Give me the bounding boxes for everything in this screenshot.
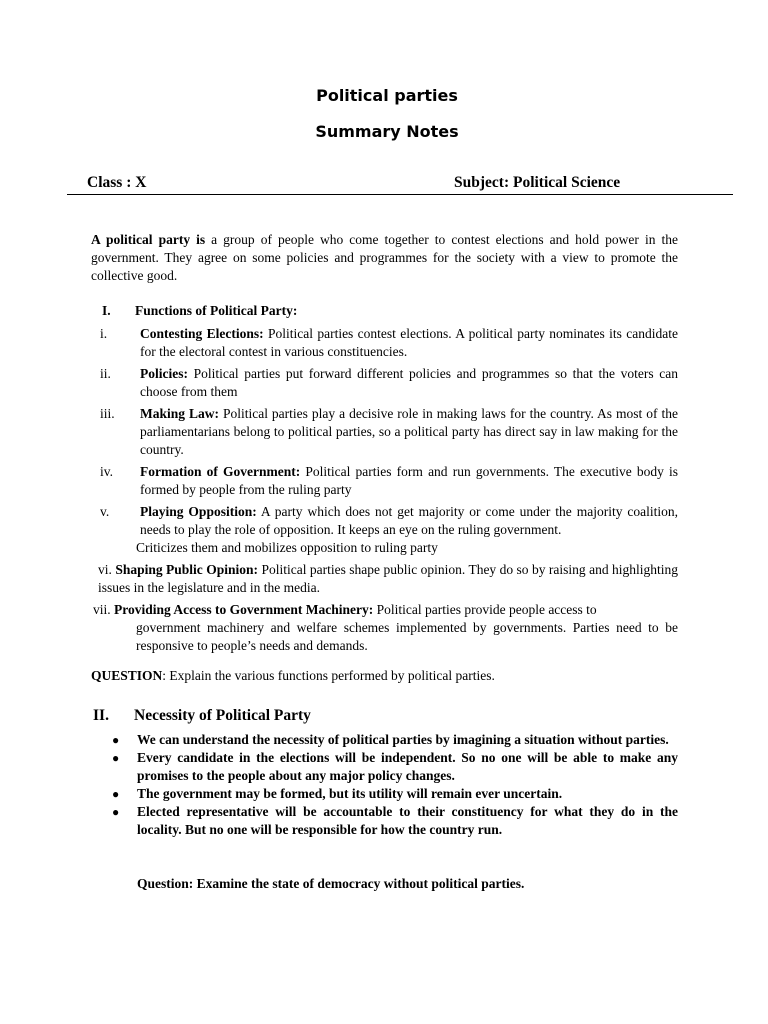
item-number: vii. bbox=[93, 602, 111, 617]
item-number: i. bbox=[100, 326, 108, 341]
question-1 bbox=[91, 668, 495, 684]
intro-paragraph bbox=[91, 231, 678, 285]
bullet-icon: ● bbox=[112, 787, 120, 801]
list-item bbox=[93, 601, 678, 655]
item-text: Political parties shape public opinion. They do so by raising and highlighting issues in the legislature and in the media. bbox=[98, 562, 679, 595]
list-item bbox=[98, 561, 678, 597]
bullet-icon: ● bbox=[112, 733, 120, 747]
section-1-title: Functions of Political Party: bbox=[135, 303, 298, 318]
item-number: vi. bbox=[98, 562, 112, 577]
item-extra-text: Criticizes them and mobilizes opposition to ruling party bbox=[136, 540, 438, 555]
bullet-icon: ● bbox=[112, 751, 120, 765]
item-number: v. bbox=[100, 504, 110, 519]
item-text: Political parties put forward different policies and programmes so that the voters can choose from them bbox=[140, 366, 678, 399]
section-2-heading bbox=[93, 707, 311, 725]
bullet-icon: ● bbox=[112, 805, 120, 819]
item-term: Policies: bbox=[140, 366, 188, 381]
item-number: iv. bbox=[100, 464, 113, 479]
bullet-item: ● Every candidate in the elections will be independent. So no one will be able to make any promises to the people about any major policy changes. bbox=[112, 750, 678, 783]
section-1-number: I. bbox=[102, 303, 111, 318]
item-number: ii. bbox=[100, 366, 111, 381]
list-item bbox=[100, 405, 678, 459]
bullet-item: ● The government may be formed, but its utility will remain ever uncertain. bbox=[112, 786, 563, 801]
bullet-item: ● We can understand the necessity of political parties by imagining a situation without parties. bbox=[112, 732, 669, 747]
list-item bbox=[100, 463, 678, 499]
document-title: Political parties bbox=[316, 86, 458, 105]
question-2: Question: Examine the state of democracy without political parties. bbox=[137, 876, 525, 891]
list-item bbox=[100, 365, 678, 401]
item-text: Political parties form and run governments. The executive body is formed by people from the ruling party bbox=[140, 464, 678, 497]
item-text: Political parties provide people access to bbox=[373, 602, 597, 617]
section-2-title: Necessity of Political Party bbox=[134, 707, 311, 724]
item-term: Shaping Public Opinion: bbox=[115, 562, 259, 577]
list-item bbox=[100, 503, 678, 557]
item-continuation: government machinery and welfare schemes implemented by governments. Parties need to be responsive to people’s needs and demands. bbox=[136, 620, 678, 653]
item-term: Making Law: bbox=[140, 406, 219, 421]
bullet-item: ● Elected representative will be accountable to their constituency for what they do in the locality. But no one will be responsible for how the country run. bbox=[112, 804, 678, 837]
section-1-heading bbox=[102, 303, 297, 319]
intro-term: A political party is bbox=[91, 232, 206, 247]
item-term: Providing Access to Government Machinery: bbox=[114, 602, 374, 617]
item-term: Formation of Government: bbox=[140, 464, 301, 479]
section-2-number: II. bbox=[93, 707, 109, 724]
document-subtitle: Summary Notes bbox=[315, 122, 459, 141]
list-item bbox=[100, 325, 678, 361]
item-term: Contesting Elections: bbox=[140, 326, 264, 341]
question-label: QUESTION bbox=[91, 668, 163, 683]
item-text: A party which does not get majority or come under the majority coalition, needs to play the role of opposition. It keeps an eye on the ruling government. bbox=[140, 504, 678, 537]
necessity-list bbox=[110, 731, 678, 839]
class-label: Class : X bbox=[87, 174, 147, 191]
question-text: : Explain the various functions performed by political parties. bbox=[162, 668, 495, 683]
item-term: Playing Opposition: bbox=[140, 504, 257, 519]
item-text: Political parties contest elections. A political party nominates its candidate for the electoral contest in various constituencies. bbox=[140, 326, 678, 359]
header-divider bbox=[67, 194, 733, 195]
intro-text: a group of people who come together to contest elections and hold power in the government. They agree on some policies and programmes for the society with a view to promote the collective good. bbox=[91, 232, 678, 283]
item-text: Political parties play a decisive role in making laws for the country. As most of the parliamentarians belong to political parties, so a political party has direct say in law making for the country. bbox=[140, 406, 678, 457]
subject-label: Subject: Political Science bbox=[454, 174, 621, 191]
item-number: iii. bbox=[100, 406, 115, 421]
